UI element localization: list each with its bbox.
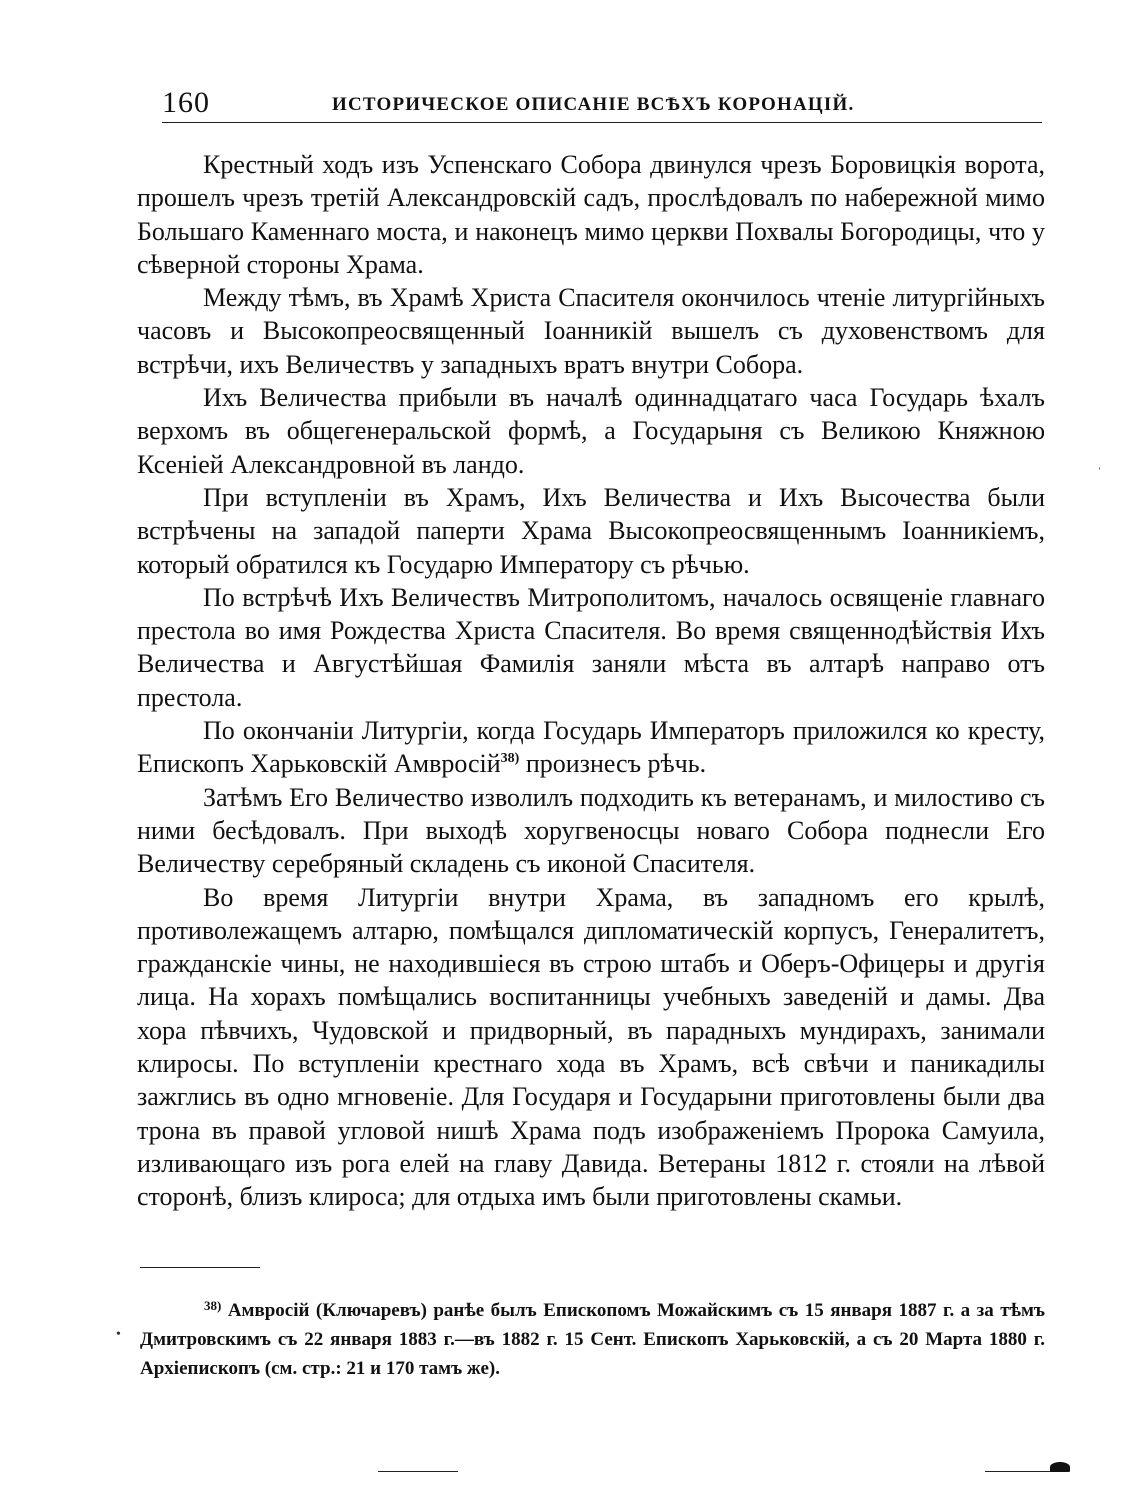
paragraph-consecration: По встрѣчѣ Ихъ Величествъ Митрополитомъ, началось освященіе главнаго престола во имя Рождества Христа Спасителя. Во время священнодѣйствія Ихъ Величества и Августѣйшая Фамилія заняли мѣста въ алтарѣ направо отъ престола. — [137, 582, 1045, 712]
page-number: 160 — [162, 86, 210, 119]
footnote-rule — [140, 1267, 260, 1268]
ink-blot — [1050, 1462, 1070, 1472]
paragraph-liturgy-end-text: По окончаніи Литургіи, когда Государь Императоръ приложился ко кресту, Епископъ Харьковскій Амвросій — [137, 716, 1045, 779]
paragraph-clergy-meeting: Между тѣмъ, въ Храмѣ Христа Спасителя окончилось чтеніе литургійныхъ часовъ и Высокопреосвященный Іоанникій вышелъ съ духовенствомъ для встрѣчи, ихъ Величествъ у западныхъ вратъ внутри Собора. — [137, 283, 1045, 379]
paragraph-seating: Во время Литургіи внутри Храма, въ западномъ его крылѣ, противолежащемъ алтарю, помѣщался дипломатическій корпусъ, Генералитетъ, гражданскіе чины, не находившіеся въ строю штабъ и Оберъ-Офицеры и другія лица. На хорахъ помѣщались воспитанницы учебныхъ заведеній и дамы. Два хора пѣвчихъ, Чудовской и придворный, въ парадныхъ мундирахъ, занимали клиросы. По вступленіи крестнаго хода въ Храмъ, всѣ свѣчи и паникадилы зажглись въ одно мгновеніе. Для Государя и Государыни приготовлены были два трона въ правой угловой нишѣ Храма подъ изображеніемъ Пророка Самуила, изливающаго изъ рога елей на главу Давида. Ветераны 1812 г. стояли на лѣвой сторонѣ, близъ клироса; для отдыха имъ были приготовлены скамьи. — [137, 882, 1045, 1212]
paragraph-arrival: Ихъ Величества прибыли въ началѣ одиннадцатаго часа Государь ѣхалъ верхомъ въ общегенеральской формѣ, а Государыня съ Великою Княжною Ксеніей Александровной въ ландо. — [137, 383, 1045, 479]
bottom-scan-mark-left — [378, 1471, 458, 1472]
margin-tick-mark: ˈ — [1097, 466, 1102, 481]
running-title: ИСТОРИЧЕСКОЕ ОПИСАНІЕ ВСѢХЪ КОРОНАЦІЙ. — [332, 94, 855, 115]
paragraph-liturgy-end — [137, 714, 1045, 781]
paragraph-liturgy-end-tail: произнесъ рѣчь. — [519, 749, 707, 779]
footnotes — [140, 1296, 1045, 1383]
header-rule — [162, 122, 1042, 123]
margin-dot-mark: • — [116, 1327, 121, 1342]
paragraph-veterans: Затѣмъ Его Величество изволилъ подходить къ ветеранамъ, и милостиво съ ними бесѣдовалъ. При выходѣ хоругвеносцы новаго Собора поднесли Его Величеству серебряный складень съ иконой Спасителя. — [137, 782, 1045, 879]
footnote-reference[interactable]: 38) — [500, 751, 520, 767]
paragraph-procession: Крестный ходъ изъ Успенскаго Собора двинулся чрезъ Боровицкія ворота, прошелъ чрезъ третій Александровскій садъ, прослѣдовалъ по набережной мимо Большаго Каменнаго моста, и наконецъ мимо церкви Похвалы Богородицы, что у сѣверной стороны Храма. — [137, 150, 1045, 279]
bottom-scan-mark-right — [985, 1471, 1057, 1472]
footnote-38 — [140, 1296, 1045, 1383]
page-header — [162, 86, 1042, 126]
body-text — [137, 148, 1045, 1214]
paragraph-entry: При вступленіи въ Храмъ, Ихъ Величества и Ихъ Высочества были встрѣчены на западой паперти Храма Высокопреосвященнымъ Іоанникіемъ, который обратился къ Государю Императору съ рѣчью. — [137, 482, 1045, 579]
footnote-mark: 38) — [204, 1298, 222, 1313]
footnote-text: Амвросій (Ключаревъ) ранѣе былъ Епископомъ Можайскимъ съ 15 января 1887 г. а за тѣмъ Дмитровскимъ съ 22 января 1883 г.—въ 1882 г. 15 Сент. Епископъ Харьковскій, а съ 20 Марта 1880 г. Архіепископъ (см. стр.: 21 и 170 тамъ же). — [140, 1300, 1045, 1379]
